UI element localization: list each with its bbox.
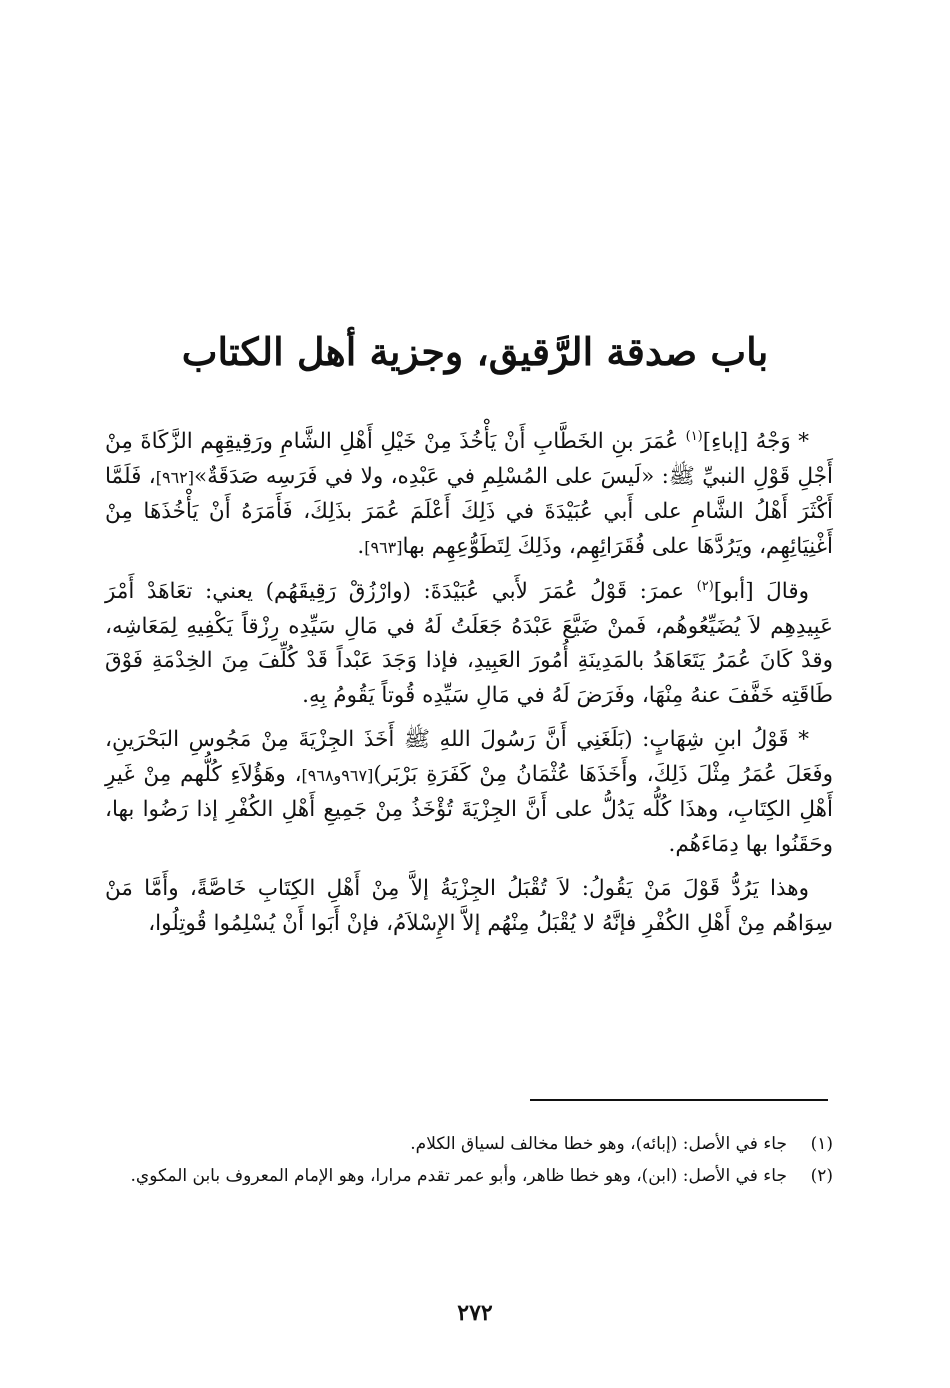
paragraph-2-lead: وقالَ [أبو] — [713, 579, 810, 604]
hadith-reference: [٩٦٣] — [364, 537, 403, 557]
footnote-marker-1: (١) — [685, 428, 703, 444]
paragraph-1-middle: ، فَلَمَّا أَكْثَرَ أَهْلُ الشَّامِ على أَبي عُبَيْدَةَ في ذَلِكَ أَعْلَمَ عُمَرَ بذَلِكَ، فَأَمَرَهُ أَنْ يَأْخُذَهَا مِنْ أَغْنِيَائِهِم، ويَرُدَّهَا على فُقَرَائِهِم، وذَلِكَ لِتَطَوُّعِهِم بها — [105, 463, 833, 559]
hadith-reference: [٩٦٢] — [155, 467, 194, 487]
footnote-1 — [105, 1130, 833, 1158]
page-number: ٢٧٢ — [457, 1300, 493, 1326]
footnote-number: (٢) — [810, 1166, 833, 1186]
paragraph-2 — [105, 575, 833, 713]
paragraph-1-text: عُمَرَ بنِ الخَطَّابِ أَنْ يَأْخُذَ مِنْ خَيْلِ أَهْلِ الشَّامِ ورَقِيقِهِم الزَّكَاةَ مِنْ أَجْلِ قَوْلِ النبيِّ ﷺ: «لَيسَ على المُسْلِمِ في عَبْدِه، ولا في فَرَسِه صَدَقَةٌ» — [105, 429, 833, 489]
paragraph-2-text: عمرَ: قَوْلُ عُمَرَ لأَبي عُبَيْدَةَ: (وارْزُقْ رَقِيقَهُم) يعني: تعَاهَدْ أَمْرَ عَبِيدِهِم لاَ يُضَيِّعُوهُم، فَمنْ ضَيَّعَ عَبْدَهُ جَعَلَتُ لَهُ في مَالِ سَيِّدِه رِزْقاً يَكْفِيهِ لِمَعَاشِه، وقدْ كَانَ عُمَرُ يَتَعَاهَدُ بالمَدِينَةِ أُمُورَ العَبِيدِ، فإذا وَجَدَ عَبْداً قَدْ كُلِّفَ مِنَ الخِدْمَةِ فَوْقَ طَاقَتِه خَفَّفَ عنهُ مِنْهَا، وفَرَضَ لَهُ في مَالِ سَيِّدِه قُوتاً يَقُومُ بِهِ. — [105, 579, 833, 708]
paragraph-1-end: . — [357, 533, 365, 559]
footnote-marker-2: (٢) — [696, 578, 714, 594]
paragraph-1 — [105, 425, 833, 565]
footnote-number: (١) — [810, 1134, 833, 1154]
footnotes — [105, 1130, 833, 1194]
hadith-reference: [٩٦٧و٩٦٨] — [301, 765, 374, 785]
footnote-divider — [530, 1099, 828, 1101]
paragraph-3-text: * قَوْلُ ابنِ شِهَابٍ: (بَلَغَنِي أَنَّ رَسُولَ اللهِ ﷺ أَخَذَ الجِزْيَةَ مِنْ مَجُوسِ البَحْرَينِ، وفَعَلَ عُمَرُ مِثْلَ ذَلِكَ، وأَخَذَهَا عُثْمَانُ مِنْ كَفَرَةِ بَرْبَر) — [105, 727, 833, 787]
chapter-title: باب صدقة الرَّقيق، وجزية أهل الكتاب — [181, 329, 769, 374]
paragraph-3-tail: ، وهَؤُلاَءِ كُلُّهم مِنْ غَيرِ أَهْلِ الكِتَابِ، وهذَا كُلُّه يَدُلُّ على أَنَّ الجِزْيَةَ تُؤْخَذُ مِنْ جَمِيعِ أَهْلِ الكُفْرِ إذا رَضُوا بها، وحَقَنُوا بها دِمَاءَهُم. — [105, 761, 833, 857]
main-text — [105, 425, 833, 951]
paragraph-1-lead: * وَجْهُ [إباءِ] — [702, 429, 809, 454]
paragraph-4: وهذا يَرُدُّ قَوْلَ مَنْ يَقُولُ: لاَ تُقْبَلُ الجِزْيَةُ إلاَّ مِنْ أَهْلِ الكِتَابِ خَاصَّةً، وأَمَّا مَنْ سِوَاهُم مِنْ أَهْلِ الكُفْرِ فإنَّهُ لا يُقْبَلُ مِنْهُم إلاَّ الإِسْلاَمُ، فإنْ أَبَوا أَنْ يُسْلِمُوا قُوتِلُوا، — [105, 876, 833, 936]
footnote-2 — [105, 1162, 833, 1190]
footnote-text: جاء في الأصل: (ابن)، وهو خطا ظاهر، وأبو عمر تقدم مرارا، وهو الإمام المعروف بابن المكوي. — [130, 1166, 787, 1186]
paragraph-3 — [105, 723, 833, 862]
footnote-text: جاء في الأصل: (إبائه)، وهو خطا مخالف لسياق الكلام. — [410, 1134, 787, 1154]
